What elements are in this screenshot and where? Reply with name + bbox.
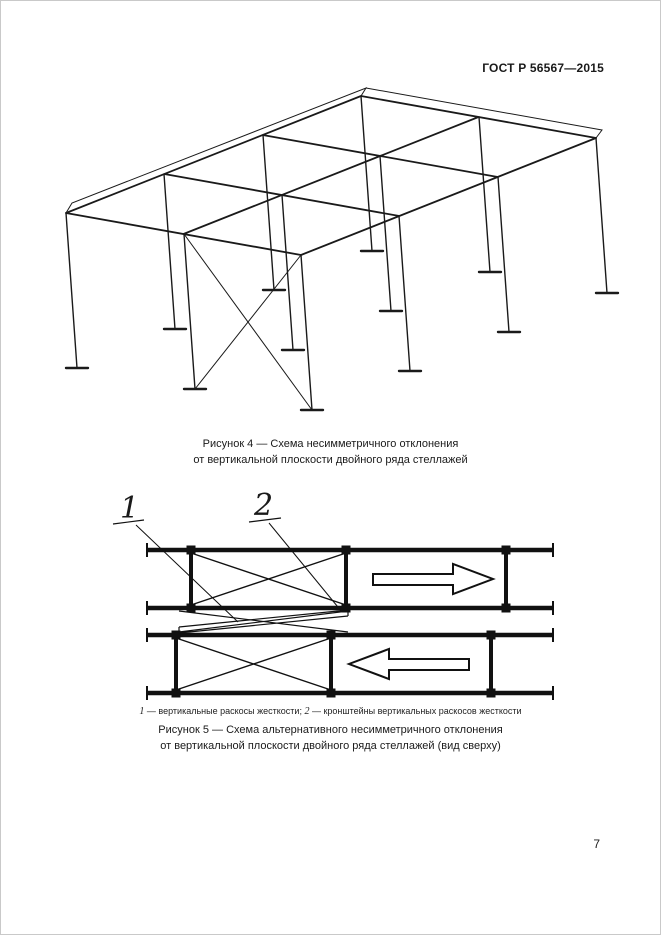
figure4-columns — [66, 96, 607, 410]
figures-drawing — [1, 1, 661, 935]
legend-item-2-number: 2 — [304, 706, 310, 717]
figure-5-legend — [1, 705, 660, 718]
figure-5-caption-line1: Рисунок 5 — Схема альтернативного несимметричного отклонения — [158, 724, 503, 736]
arrow-left-icon — [349, 649, 469, 679]
document-header: ГОСТ Р 56567—2015 — [482, 61, 604, 75]
legend-item-1-number: 1 — [139, 706, 145, 717]
figure4-base-plates — [66, 251, 618, 410]
page-number: 7 — [593, 837, 600, 851]
figure5-flow-arrows — [349, 564, 493, 679]
figure-5-drawing — [113, 488, 554, 700]
figure4-cross-brace — [184, 234, 312, 410]
figure5-label-2: 2 — [254, 488, 274, 523]
figure-5-caption-line2: от вертикальной плоскости двойного ряда стеллажей (вид сверху) — [160, 740, 501, 752]
figure-5-caption — [1, 722, 660, 754]
figure-4-drawing — [66, 88, 618, 410]
figure-4-caption — [1, 436, 660, 468]
figure4-top-frame — [66, 96, 596, 255]
legend-item-1-text: — вертикальные раскосы жесткости; — [144, 706, 305, 716]
figure5-label-1: 1 — [120, 491, 140, 526]
legend-item-2-text: — кронштейны вертикальных раскосов жесткости — [309, 706, 522, 716]
arrow-right-icon — [373, 564, 493, 594]
figure5-bracket-brace — [179, 610, 348, 633]
figure-4-caption-line1: Рисунок 4 — Схема несимметричного отклонения — [202, 438, 459, 450]
figure-4-caption-line2: от вертикальной плоскости двойного ряда стеллажей — [193, 454, 468, 466]
